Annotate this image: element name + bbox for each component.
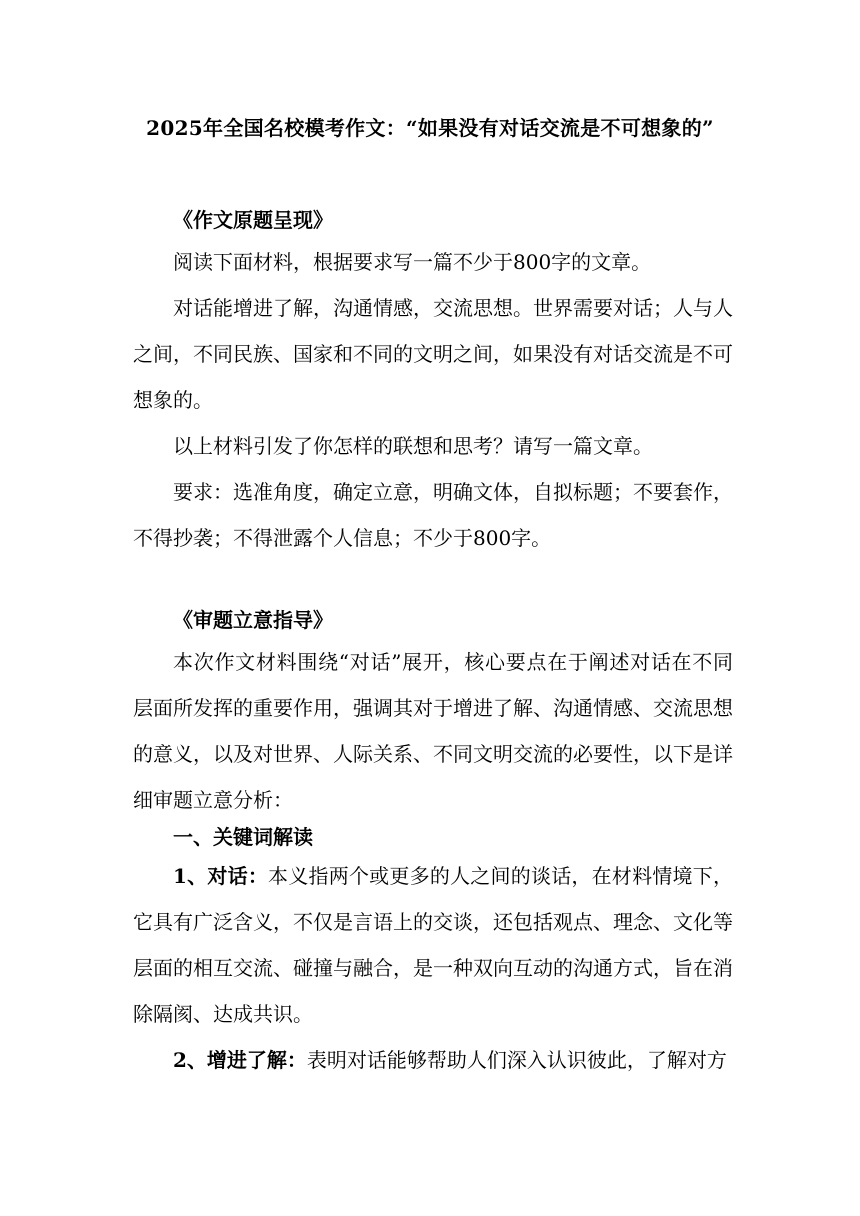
keyword-text: 本义指两个或更多的人之间的谈话，在材料情境下，它具有广泛含义，不仅是言语上的交谈，还包括观点、理念、文化等层面的相互交流、碰撞与融合，是一种双向互动的沟通方式，旨在消除隔阂、达成共识。 bbox=[133, 864, 733, 1026]
subheading-keywords: 一、关键词解读 bbox=[173, 825, 313, 849]
section-heading-guidance: 《审题立意指导》 bbox=[173, 608, 333, 632]
paragraph: 本次作文材料围绕“对话”展开，核心要点在于阐述对话在不同层面所发挥的重要作用，强调其对于增进了解、沟通情感、交流思想的意义，以及对世界、人际关系、不同文明交流的必要性，以下是详细审题立意分析： bbox=[133, 650, 733, 812]
keyword-item bbox=[133, 1037, 733, 1083]
keyword-label: 1、对话： bbox=[173, 864, 269, 888]
keyword-text: 表明对话能够帮助人们深入认识彼此，了解对方 bbox=[306, 1048, 727, 1072]
section-heading-original-prompt: 《作文原题呈现》 bbox=[173, 208, 333, 232]
paragraph: 阅读下面材料，根据要求写一篇不少于800字的文章。 bbox=[173, 250, 652, 274]
keyword-item bbox=[133, 853, 733, 1037]
keyword-label: 2、增进了解： bbox=[173, 1048, 307, 1072]
paragraph: 要求：选准角度，确定立意，明确文体，自拟标题；不要套作，不得抄袭；不得泄露个人信息；不少于800字。 bbox=[133, 480, 733, 550]
paragraph: 以上材料引发了你怎样的联想和思考？请写一篇文章。 bbox=[173, 434, 653, 458]
paragraph: 对话能增进了解，沟通情感，交流思想。世界需要对话；人与人之间，不同民族、国家和不同的文明之间，如果没有对话交流是不可想象的。 bbox=[133, 296, 733, 412]
document-title: 2025年全国名校模考作文：“如果没有对话交流是不可想象的” bbox=[146, 116, 714, 140]
